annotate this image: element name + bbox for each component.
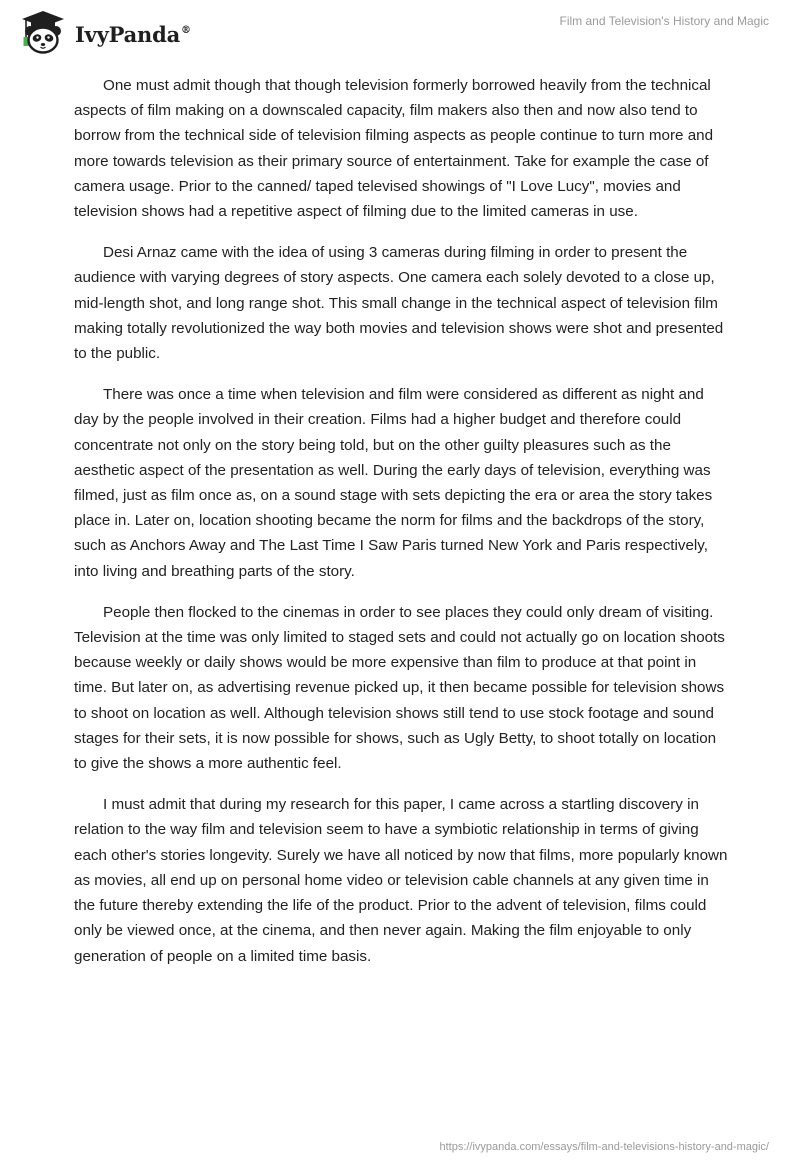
page-header (0, 0, 800, 62)
ivypanda-logo[interactable] (16, 8, 191, 56)
paragraph: People then flocked to the cinemas in order to see places they could only dream of visiting. Television at the time was only limited to staged sets and could not actually go on location shoots because weekly or daily shows would be more expensive than film to produce at that point in time. But later on, as advertising revenue picked up, it then became possible for television shows to shoot on location as well. Although television shows still tend to use stock footage and sound stages for their sets, it is now possible for shows, such as Ugly Betty, to shoot totally on location to give the shows a more authentic feel. (74, 603, 725, 773)
registered-mark: ® (181, 24, 191, 36)
paragraph: One must admit though that though television formerly borrowed heavily from the technical aspects of film making on a downscaled capacity, film makers also then and now also tend to borrow from the technical side of television filming aspects as people continue to turn more and more towards television as their primary source of entertainment. Take for example the case of camera usage. Prior to the canned/ taped televised showings of "I Love Lucy", movies and television shows had a repetitive aspect of filming due to the limited cameras in use. (74, 77, 714, 221)
paragraph: I must admit that during my research for this paper, I came across a startling discovery in relation to the way film and television seem to have a symbiotic relationship in terms of giving each other's stories longevity. Surely we have all noticed by now that films, more popularly known as movies, all end up on personal home video or television cable channels at any given time in the future thereby extending the life of the product. Prior to the advent of television, films could only be viewed once, at the cinema, and then never again. Making the film enjoyable to only generation of people on a limited time basis. (74, 796, 728, 965)
source-url[interactable]: https://ivypanda.com/essays/film-and-televisions-history-and-magic/ (439, 1141, 769, 1153)
document-title: Film and Television's History and Magic (559, 14, 769, 28)
brand-name-text: IvyPanda (75, 21, 181, 47)
panda-graduate-icon (16, 8, 70, 56)
brand-name (75, 22, 191, 47)
paragraph: There was once a time when television and film were considered as different as night and day by the people involved in their creation. Films had a higher budget and therefore could concentrate not only on the story being told, but on the other guilty pleasures such as the aesthetic aspect of the presentation as well. During the early days of television, everything was filmed, just as film once as, on a sound stage with sets depicting the era or area the story takes place in. Later on, location shooting became the norm for films and the backdrops of the story, such as Anchors Away and The Last Time I Saw Paris turned New York and Paris respectively, into living and breathing parts of the story. (74, 386, 713, 580)
essay-body (74, 73, 728, 985)
paragraph: Desi Arnaz came with the idea of using 3 cameras during filming in order to present the audience with varying degrees of story aspects. One camera each solely devoted to a close up, mid-length shot, and long range shot. This small change in the technical aspect of television film making totally revolutionized the way both movies and television shows were shot and presented to the public. (74, 244, 724, 363)
